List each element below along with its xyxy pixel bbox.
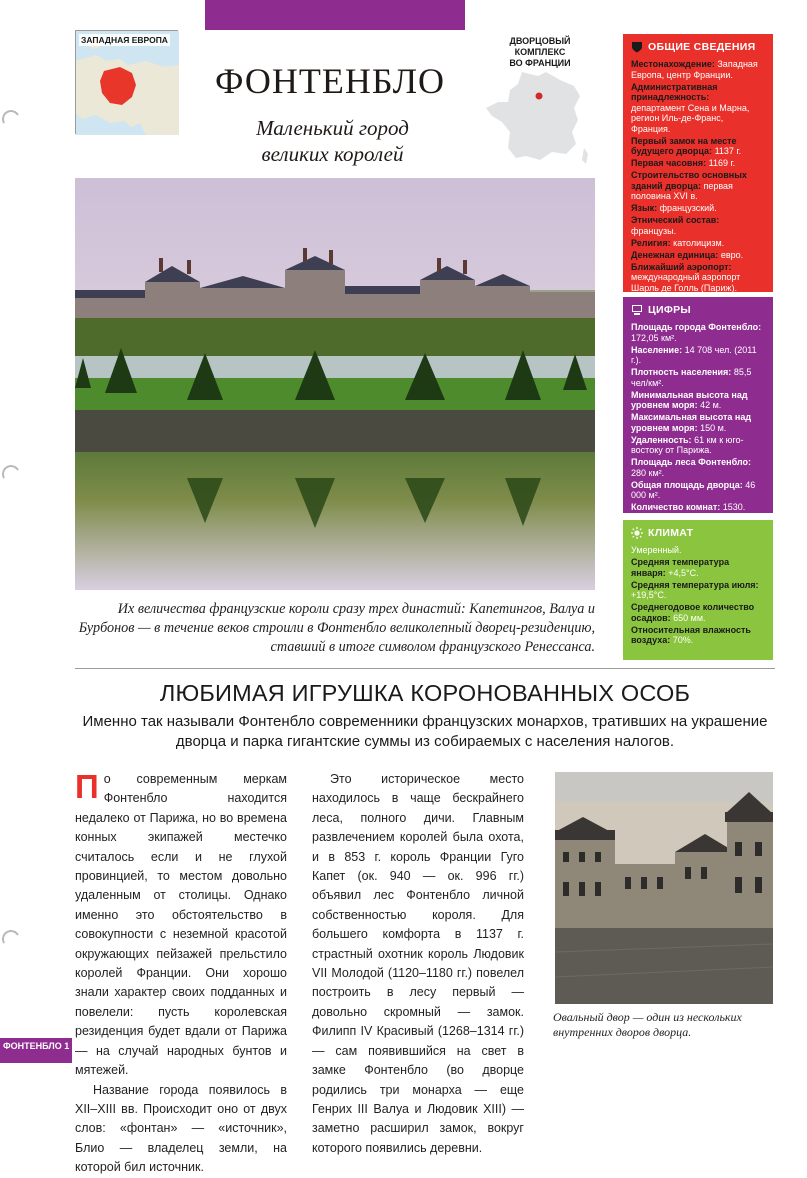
info-key: Этнический состав:: [631, 215, 720, 225]
page-subtitle: [200, 115, 465, 167]
label-line: ДВОРЦОВЫЙ: [509, 36, 571, 46]
figures-list: [631, 322, 765, 513]
info-value: 70%.: [672, 635, 694, 645]
info-key: Население:: [631, 344, 683, 355]
binder-hole: [0, 108, 22, 130]
info-row: [631, 390, 765, 411]
info-value: 1169 г.: [708, 158, 736, 168]
info-value: 150 м.: [700, 422, 727, 433]
paragraph-text: о современным меркам Фонтенбло находится недалеко от Парижа, но во времена конных экипажей местечко считалось если и не глухой провинцией, то местом довольно удаленным от столицы. Однако именно это обстоятельство в совокупности с неземной красотой окружающих пейзажей прельстило королей Франции. Они хорошо знали характер своих подданных и повелели: пусть королевская резиденция будет вдали от Парижа — на случай народных бунтов и мятежей.: [75, 772, 287, 1078]
info-key: Ближайший аэропорт:: [631, 261, 732, 272]
info-row: [631, 59, 765, 80]
article-lead: Именно так называли Фонтенбло современники французских монархов, тративших на украшение дворца и парка гигантские суммы из собираемых с населения налогов.: [82, 713, 768, 750]
info-value: 280 км².: [631, 467, 665, 478]
info-value: департамент Сена и Марна, регион Иль-де-Франс, Франция.: [631, 102, 750, 134]
info-row: [631, 322, 765, 343]
climate-box: [623, 520, 773, 660]
info-key: Средняя температура июля:: [631, 579, 759, 590]
info-key: Первый замок на месте будущего дворца:: [631, 135, 737, 156]
info-row: [631, 625, 765, 646]
sun-icon: [631, 527, 643, 539]
oval-courtyard-photo: [555, 772, 773, 1004]
climate-intro: Умеренный.: [631, 545, 682, 555]
oval-courtyard-caption: Овальный двор — один из нескольких внутренних дворов дворца.: [553, 1010, 742, 1039]
info-key: Плотность населения:: [631, 367, 732, 377]
top-color-band: [205, 0, 465, 30]
info-value: католицизм.: [673, 237, 725, 248]
section-divider: [75, 668, 775, 669]
france-map-label: [490, 36, 590, 69]
general-info-list: [631, 59, 765, 293]
article-column-1: [75, 770, 287, 1178]
info-row: [631, 170, 765, 202]
main-photo: [75, 178, 595, 590]
binder-hole: [0, 928, 22, 950]
page-title: ФОНТЕНБЛО: [214, 61, 446, 101]
box-title: ЦИФРЫ: [648, 303, 691, 316]
figures-box: [623, 297, 773, 513]
info-value: 61 км к юго-востоку от Парижа.: [631, 434, 744, 455]
info-value: 172,05 км².: [631, 332, 677, 343]
info-row: [631, 580, 765, 601]
western-europe-map: [75, 30, 178, 134]
info-row: [631, 367, 765, 388]
article-paragraph: Название города появилось в XII–XIII вв. Происходит оно от двух слов: «фонтан» — «источник», Блио — владелец земли, на которой бил источник.: [75, 1082, 287, 1175]
info-row: [631, 203, 765, 214]
info-key: Количество комнат:: [631, 502, 721, 512]
info-value: 42 м.: [700, 400, 722, 410]
main-photo-caption: Их величества французские короли сразу трех династий: Капетингов, Валуа и Бурбонов — в течение веков строили в Фонтенбло великолепный дворец-резиденцию, ставший в итоге символом французского Ренессанса.: [78, 601, 595, 655]
subtitle-line: Маленький город: [256, 116, 409, 140]
info-row: [631, 412, 765, 433]
label-line: КОМПЛЕКС: [514, 47, 566, 57]
info-value: 46 000 м².: [631, 479, 756, 500]
footer-page-label: ФОНТЕНБЛО 1: [3, 1041, 70, 1051]
fontainebleau-marker: [536, 93, 543, 100]
label-line: ВО ФРАНЦИИ: [509, 58, 571, 68]
info-row: [631, 215, 765, 236]
subtitle-line: великих королей: [261, 142, 404, 166]
info-row: [631, 457, 765, 478]
info-key: Первая часовня:: [631, 158, 707, 168]
info-key: Религия:: [631, 237, 671, 248]
info-key: Местонахождение:: [631, 59, 715, 69]
general-info-box: [623, 34, 773, 292]
general-info-heading: [631, 41, 765, 53]
info-value: евро.: [720, 249, 744, 260]
info-row: [631, 602, 765, 623]
info-key: Максимальная высота над уровнем моря:: [631, 412, 752, 433]
box-title: ОБЩИЕ СВЕДЕНИЯ: [648, 40, 756, 53]
climate-heading: [631, 527, 765, 539]
info-row: [631, 502, 765, 513]
info-value: +19,5°С.: [631, 590, 667, 600]
info-row: [631, 238, 765, 249]
info-key: Общая площадь дворца:: [631, 479, 743, 490]
climate-list: [631, 557, 765, 646]
info-key: Средняя температура января:: [631, 557, 730, 578]
info-key: Среднегодовое количество осадков:: [631, 602, 755, 623]
info-row: [631, 262, 765, 294]
info-key: Минимальная высота над уровнем моря:: [631, 389, 748, 410]
info-key: Удаленность:: [631, 434, 692, 445]
info-row: [631, 158, 765, 169]
europe-map-graphic: [76, 31, 179, 135]
info-row: [631, 136, 765, 157]
shield-icon: [631, 41, 643, 53]
article-paragraph: Это историческое место находилось в чаще бескрайнего леса, полного дичи. Главным развлечением королей была охота, и в 853 г. король Франции Гуго Капет (ок. 940 — ок. 996 гг.) объявил лес Фонтенбло личной собственностью короля. Для большего комфорта в 1137 г. страстный охотник король Людовик VII Молодой (1120–1180 гг.) повелел построить в лесу первый — довольно скромный — замок. Филипп IV Красивый (1268–1314 гг.) — сам появившийся на свет в замке Фонтенбло (во дворце родились три монарха — еще Генрих III Валуа и Людовик XIII) — заметно расширил замок, вокруг которого появились деревни.: [312, 772, 524, 1155]
dropcap: П: [75, 768, 99, 805]
article-paragraph: [75, 770, 287, 1081]
info-key: Денежная единица:: [631, 249, 719, 260]
info-value: +4,5°С.: [668, 567, 699, 578]
info-row: [631, 435, 765, 456]
info-value: 85,5 чел/км².: [631, 367, 752, 388]
info-row: [631, 480, 765, 501]
info-value: 650 мм.: [673, 612, 706, 623]
info-value: французы.: [631, 225, 677, 236]
info-key: Язык:: [631, 203, 658, 213]
figures-heading: [631, 304, 765, 316]
info-key: Площадь леса Фонтенбло:: [631, 457, 752, 467]
computer-icon: [631, 304, 643, 316]
binder-hole: [0, 463, 22, 485]
info-value: Западная Европа, центр Франции.: [631, 59, 758, 80]
info-value: первая половина XVI в.: [631, 180, 733, 201]
info-row: [631, 345, 765, 366]
info-row: [631, 82, 765, 135]
box-title: КЛИМАТ: [648, 526, 694, 539]
info-key: Площадь города Фонтенбло:: [631, 322, 762, 332]
info-value: международный аэропорт Шарль де Голль (Париж).: [631, 272, 741, 293]
info-value: французский.: [659, 203, 717, 213]
info-key: Относительная влажность воздуха:: [631, 624, 751, 645]
info-value: 14 708 чел. (2011 г.).: [631, 344, 757, 365]
france-map: [482, 68, 592, 168]
info-value: 1137 г.: [714, 146, 742, 156]
article-headline: ЛЮБИМАЯ ИГРУШКА КОРОНОВАННЫХ ОСОБ: [159, 680, 691, 706]
article-column-2: [312, 770, 524, 1158]
region-label: ЗАПАДНАЯ ЕВРОПА: [81, 35, 168, 45]
info-row: [631, 557, 765, 578]
info-key: Административная принадлежность:: [631, 81, 718, 102]
info-row: [631, 250, 765, 261]
info-key: Строительство основных зданий дворца:: [631, 170, 747, 191]
info-value: 1530.: [722, 502, 746, 512]
